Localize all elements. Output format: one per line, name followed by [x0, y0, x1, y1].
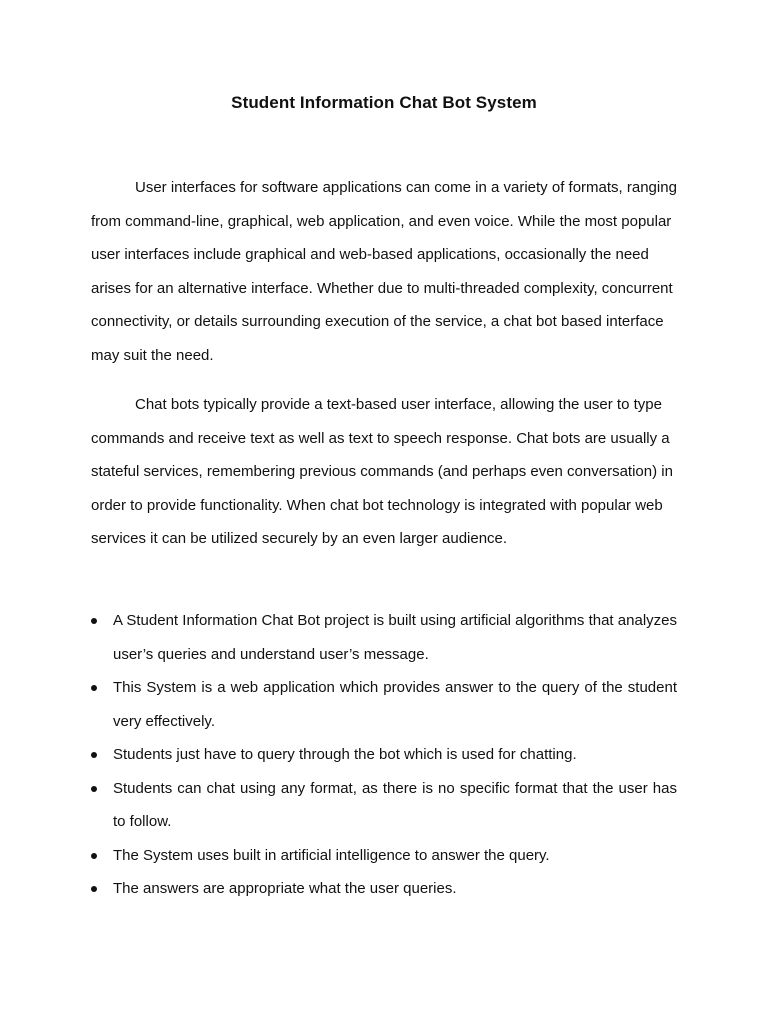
bullet-item: [91, 671, 677, 738]
bullet-item: [91, 772, 677, 839]
bullet-item: [91, 604, 677, 671]
paragraph-user-interfaces: User interfaces for software applications can come in a variety of formats, ranging from command-line, graphical, web application, and even voice. While the most popular user interfaces include graphical and web-based applications, occasionally the need arises for an alternative interface. Whether due to multi-threaded complexity, concurrent connectivity, or details surrounding execution of the service, a chat bot based interface may suit the need.: [91, 179, 677, 364]
bullet-icon: [91, 853, 97, 859]
document-title: Student Information Chat Bot System: [231, 93, 537, 112]
feature-bullet-list: [91, 604, 677, 906]
bullet-icon: [91, 752, 97, 758]
bullet-item: [91, 872, 677, 906]
bullet-item: [91, 839, 677, 873]
bullet-text: Students just have to query through the bot which is used for chatting.: [113, 746, 577, 763]
bullet-text: Students can chat using any format, as there is no specific format that the user has to follow.: [113, 779, 677, 830]
paragraph-chat-bots: Chat bots typically provide a text-based user interface, allowing the user to type commands and receive text as well as text to speech response. Chat bots are usually a stateful services, remembering previous commands (and perhaps even conversation) in order to provide functionality. When chat bot technology is integrated with popular web services it can be utilized securely by an even larger audience.: [91, 396, 673, 547]
bullet-text: The System uses built in artificial intelligence to answer the query.: [113, 846, 550, 864]
bullet-icon: [91, 685, 97, 691]
bullet-text: A Student Information Chat Bot project is built using artificial algorithms that analyzes user’s queries and understand user’s message.: [113, 612, 677, 663]
bullet-icon: [91, 886, 97, 892]
bullet-text: This System is a web application which provides answer to the query of the student very effectively.: [113, 679, 677, 730]
bullet-text: The answers are appropriate what the user queries.: [113, 880, 457, 897]
bullet-icon: [91, 786, 97, 792]
bullet-item: [91, 738, 677, 772]
bullet-icon: [91, 618, 97, 624]
